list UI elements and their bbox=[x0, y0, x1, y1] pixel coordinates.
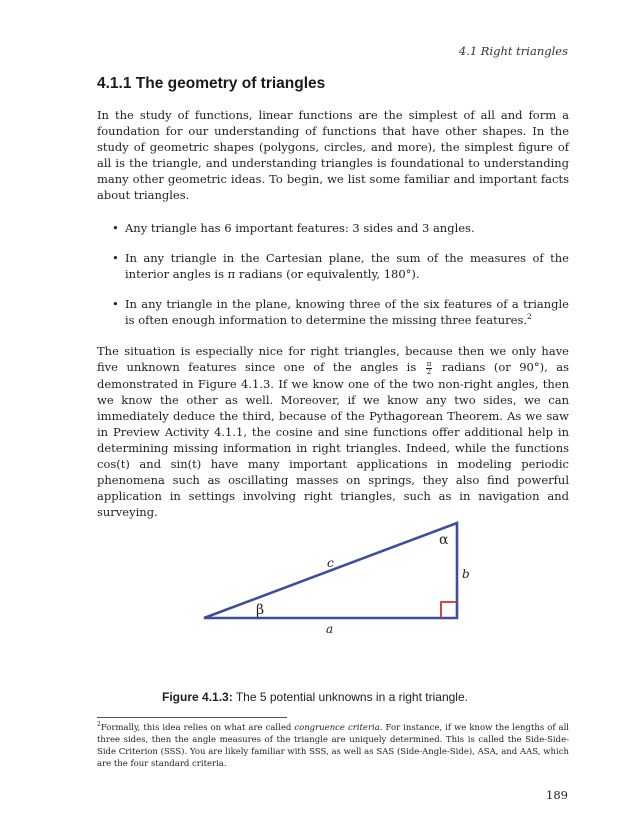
angle-beta-label: β bbox=[256, 602, 265, 618]
footnote-reference[interactable]: 2 bbox=[527, 312, 532, 322]
right-triangle-paragraph bbox=[97, 343, 569, 520]
bullet-icon: • bbox=[112, 251, 119, 265]
intro-paragraph: In the study of functions, linear functions are the simplest of all and form a foundation for our understanding of functions that have other shapes. In the study of geometric shapes (polygons, circles, and more), the simplest figure of all is the triangle, and understanding triangles is foundational to understanding many other geometric ideas. To begin, we list some familiar and important facts about triangles. bbox=[97, 108, 569, 202]
section-title-text: The geometry of triangles bbox=[135, 75, 326, 92]
angle-alpha-label: α bbox=[439, 532, 449, 548]
facts-list bbox=[112, 220, 569, 342]
bullet-icon: • bbox=[112, 221, 119, 235]
fraction-numerator: π bbox=[426, 359, 432, 368]
caption-text: The 5 potential unknowns in a right triangle. bbox=[232, 690, 468, 704]
section-title bbox=[97, 75, 325, 93]
paragraph-text: radians (or 90°), as demonstrated in Figure 4.1.3. If we know one of the two non-right angles, then we know the other as well. Moreover, if we know any two sides, we can immediately deduce the third, because of the Pythagorean Theorem. As we saw in Preview Activity 4.1.1, the cosine and sine functions offer additional help in determining missing information in right triangles. Indeed, while the functions cos(t) and sin(t) have many important applications in modeling periodic phenomena such as oscillating masses on springs, they also find powerful application in settings involving right triangles, such as in navigation and surveying. bbox=[97, 360, 569, 519]
side-b-label: b bbox=[462, 567, 470, 581]
side-a-label: a bbox=[326, 622, 334, 636]
bullet-icon: • bbox=[112, 297, 119, 311]
triangle-outline bbox=[204, 523, 457, 618]
triangle-diagram bbox=[195, 513, 475, 638]
pi-over-two-fraction bbox=[426, 361, 433, 376]
right-triangle-figure bbox=[195, 513, 475, 638]
page-number: 189 bbox=[546, 788, 568, 802]
footnote-text: Formally, this idea relies on what are called bbox=[100, 723, 295, 733]
bullet-text: In any triangle in the plane, knowing three of the six features of a triangle is often enough information to determine the missing three features. bbox=[125, 297, 569, 327]
right-angle-marker bbox=[441, 602, 457, 618]
figure-caption bbox=[0, 690, 630, 704]
figure-label: Figure 4.1.3: bbox=[162, 690, 233, 704]
section-number: 4.1.1 bbox=[97, 75, 132, 92]
side-c-label: c bbox=[327, 556, 334, 570]
list-item bbox=[112, 250, 569, 282]
running-head: 4.1 Right triangles bbox=[458, 44, 568, 58]
bullet-text: Any triangle has 6 important features: 3 sides and 3 angles. bbox=[125, 221, 475, 235]
footnote-emphasis: congruence criteria bbox=[294, 723, 380, 733]
list-item bbox=[112, 220, 569, 236]
footnote-text: . For instance, if we know the lengths of all three sides, then the angle measures of the triangle are uniquely determined. This is called the Side-Side-Side Criterion (SSS). You are likely familiar with SSS, as well as SAS (Side-Angle-Side), ASA, and AAS, which are the four standard criteria. bbox=[97, 723, 570, 769]
footnote-number: 2 bbox=[97, 721, 101, 729]
footnote-divider bbox=[97, 717, 287, 718]
fraction-denominator: 2 bbox=[426, 367, 432, 376]
list-item bbox=[112, 296, 569, 328]
paragraph-text: The situation is especially nice for right triangles, because then we only have five unknown features since one of the angles is bbox=[97, 344, 569, 374]
bullet-text: In any triangle in the Cartesian plane, the sum of the measures of the interior angles is π radians (or equivalently, 180°). bbox=[125, 251, 569, 281]
footnote bbox=[97, 722, 569, 770]
